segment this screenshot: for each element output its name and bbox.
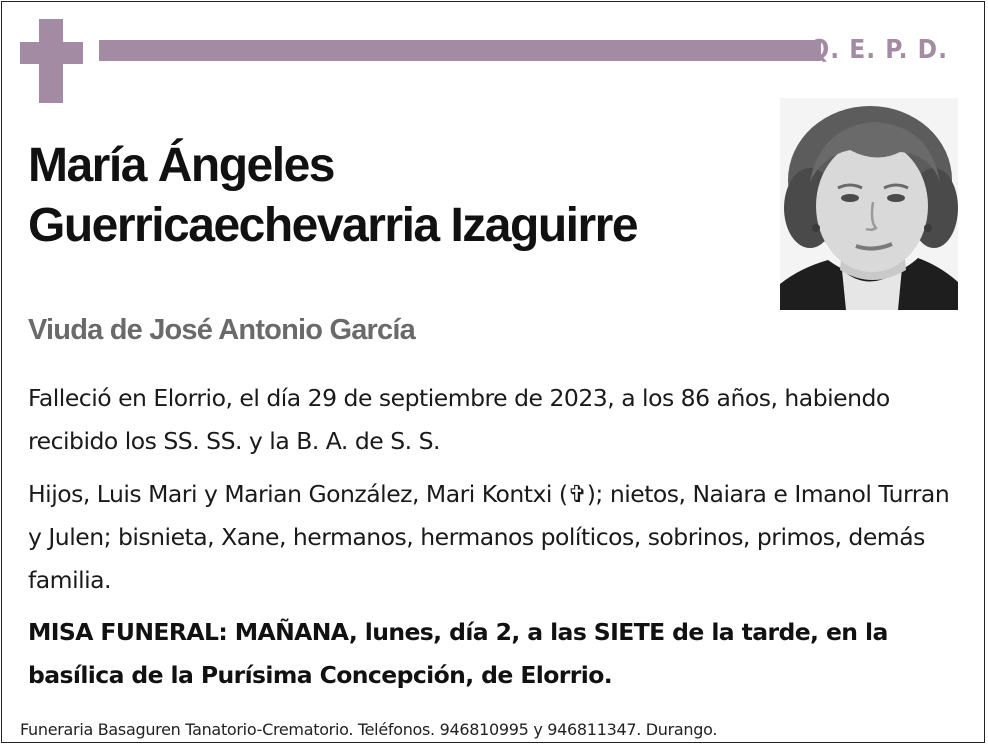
deceased-name-line2: Guerricaechevarria Izaguirre [28,199,638,252]
family-text: Hijos, Luis Mari y Marian González, Mari Kontxi (✞); nietos, Naiara e Imanol Turran y Julen; bisnieta, Xane, hermanos, hermanos políticos, sobrinos, primos, demás familia. [28,480,950,594]
deceased-name-line1: María Ángeles [28,139,334,192]
death-notice-text: Falleció en Elorrio, el día 29 de septiembre de 2023, a los 86 años, habiendo recibido los SS. SS. y la B. A. de S. S. [28,384,890,455]
funeral-mass-text: MISA FUNERAL: MAÑANA, lunes, día 2, a las SIETE de la tarde, en la basílica de la Purísima Concepción, de Elorrio. [28,618,888,689]
header-rule [99,40,821,61]
deceased-name [28,136,637,256]
funeral-home-footer: Funeraria Basaguren Tanatorio-Crematorio. Teléfonos. 946810995 y 946811347. Durango. [20,720,718,739]
relation-subtitle: Viuda de José Antonio García [28,314,415,346]
deceased-portrait [780,98,958,310]
qepd-label: Q. E. P. D. [809,35,948,65]
obituary-card [1,1,985,743]
